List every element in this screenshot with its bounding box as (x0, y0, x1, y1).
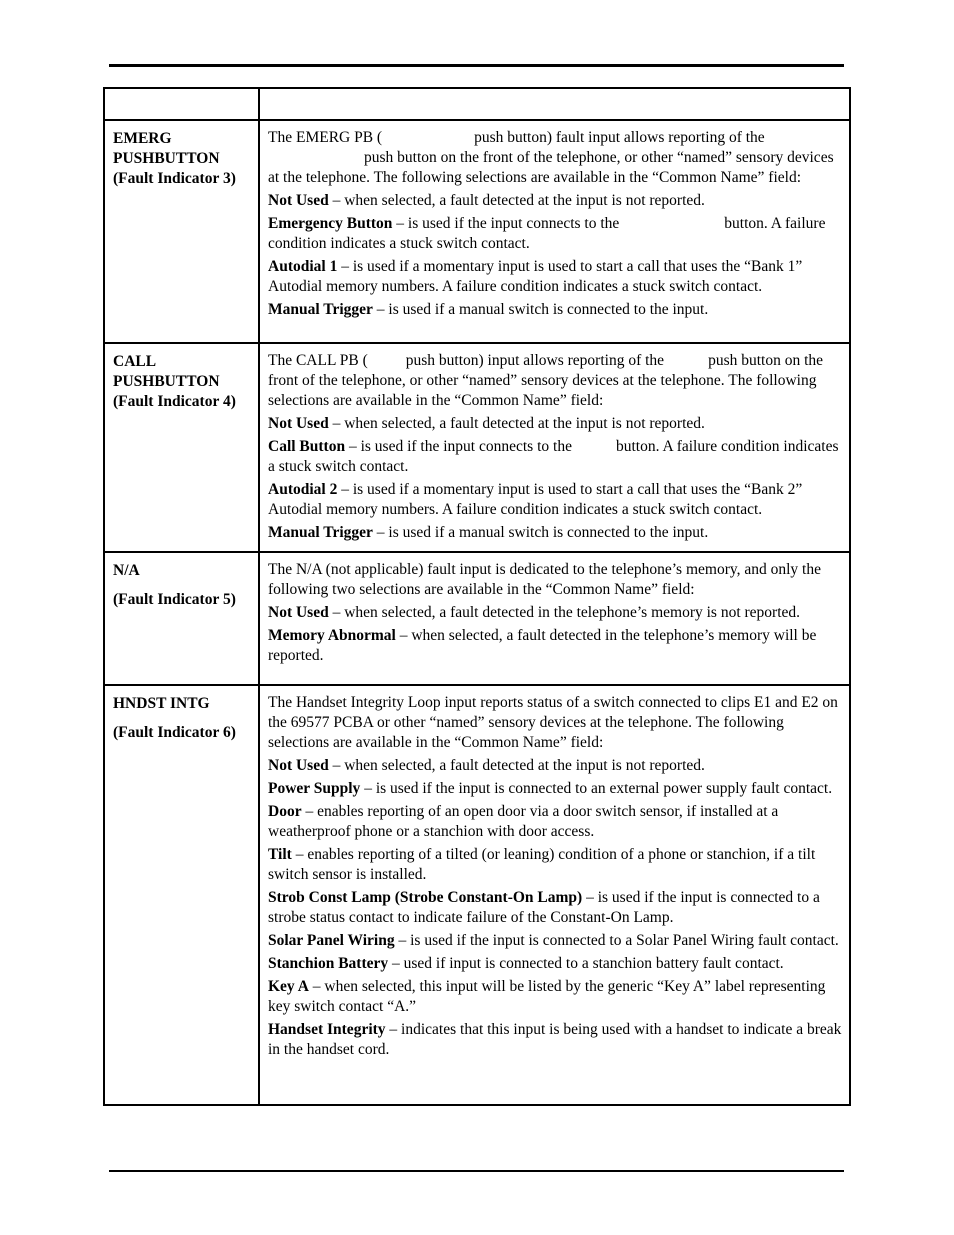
intro-paragraph: The EMERG PB ( push button) fault input allows reporting of the push button on the front of the telephone, or other “named” sensory devices at the telephone. The following selections are available in the “Common Name” field: (268, 129, 834, 186)
option-item: Tilt – enables reporting of a tilted (or leaning) condition of a phone or stanchion, if a tilt switch sensor is installed. (268, 846, 816, 883)
intro-paragraph: The CALL PB ( push button) input allows reporting of the push button on the front of the telephone, or other “named” sensory devices at the telephone. The following selections are available in the “Common Name” field: (268, 352, 824, 409)
row-description-call (259, 343, 850, 552)
option-item: Key A – when selected, this input will be listed by the generic “Key A” label representing key switch contact “A.” (268, 978, 826, 1015)
option-item: Not Used – when selected, a fault detected at the input is not reported. (268, 757, 705, 774)
option-item: Call Button – is used if the input connects to the button. A failure condition indicates a stuck switch contact. (268, 438, 839, 475)
option-item: Door – enables reporting of an open door via a door switch sensor, if installed at a weatherproof phone or a stanchion with door access. (268, 803, 779, 840)
intro-paragraph: The Handset Integrity Loop input reports status of a switch connected to clips E1 and E2 on the 69577 PCBA or other “named” sensory devices at the telephone. The following selections are available in the “Common Name” field: (268, 694, 838, 751)
option-item: Strob Const Lamp (Strobe Constant-On Lamp) – is used if the input is connected to a strobe status contact to indicate failure of the Constant-On Lamp. (268, 889, 820, 926)
option-item: Manual Trigger – is used if a manual switch is connected to the input. (268, 301, 709, 318)
header-rule (109, 64, 844, 67)
header-cell-1 (104, 88, 259, 120)
option-item: Not Used – when selected, a fault detected in the telephone’s memory is not reported. (268, 604, 801, 621)
row-label-call (104, 343, 259, 552)
option-item: Manual Trigger – is used if a manual switch is connected to the input. (268, 524, 709, 541)
label-line: CALL (113, 353, 157, 370)
row-label-hndst (104, 685, 259, 1105)
option-item: Memory Abnormal – when selected, a fault detected in the telephone’s memory will be reported. (268, 627, 817, 664)
label-line: (Fault Indicator 4) (113, 393, 236, 410)
header-cell-2 (259, 88, 850, 120)
option-item: Power Supply – is used if the input is connected to an external power supply fault contact. (268, 780, 833, 797)
intro-paragraph: The N/A (not applicable) fault input is dedicated to the telephone’s memory, and only the following two selections are available in the “Common Name” field: (268, 561, 821, 598)
option-item: Not Used – when selected, a fault detected at the input is not reported. (268, 415, 705, 432)
footer-rule (109, 1170, 844, 1172)
label-line: EMERG (113, 130, 172, 147)
option-item: Autodial 2 – is used if a momentary input is used to start a call that uses the “Bank 2” Autodial memory numbers. A failure condition indicates a stuck switch contact. (268, 481, 803, 518)
label-line: HNDST INTG (113, 695, 210, 712)
row-description-na (259, 552, 850, 685)
label-line: PUSHBUTTON (113, 150, 220, 167)
table-row (104, 343, 850, 552)
label-line: (Fault Indicator 6) (113, 724, 236, 741)
label-line: (Fault Indicator 5) (113, 591, 236, 608)
option-item: Handset Integrity – indicates that this input is being used with a handset to indicate a break in the handset cord. (268, 1021, 842, 1058)
label-line: N/A (113, 562, 140, 579)
label-line: (Fault Indicator 3) (113, 170, 236, 187)
option-item: Not Used – when selected, a fault detected at the input is not reported. (268, 192, 705, 209)
table-header-row (104, 88, 850, 120)
row-label-na (104, 552, 259, 685)
row-description-emerg (259, 120, 850, 343)
row-label-emerg (104, 120, 259, 343)
fault-indicator-table (103, 87, 851, 1106)
table-row (104, 120, 850, 343)
option-item: Stanchion Battery – used if input is connected to a stanchion battery fault contact. (268, 955, 784, 972)
option-item: Solar Panel Wiring – is used if the input is connected to a Solar Panel Wiring fault contact. (268, 932, 839, 949)
table-row (104, 685, 850, 1105)
label-line: PUSHBUTTON (113, 373, 220, 390)
option-item: Emergency Button – is used if the input connects to the button. A failure condition indicates a stuck switch contact. (268, 215, 826, 252)
table-row (104, 552, 850, 685)
option-item: Autodial 1 – is used if a momentary input is used to start a call that uses the “Bank 1” Autodial memory numbers. A failure condition indicates a stuck switch contact. (268, 258, 803, 295)
row-description-hndst (259, 685, 850, 1105)
